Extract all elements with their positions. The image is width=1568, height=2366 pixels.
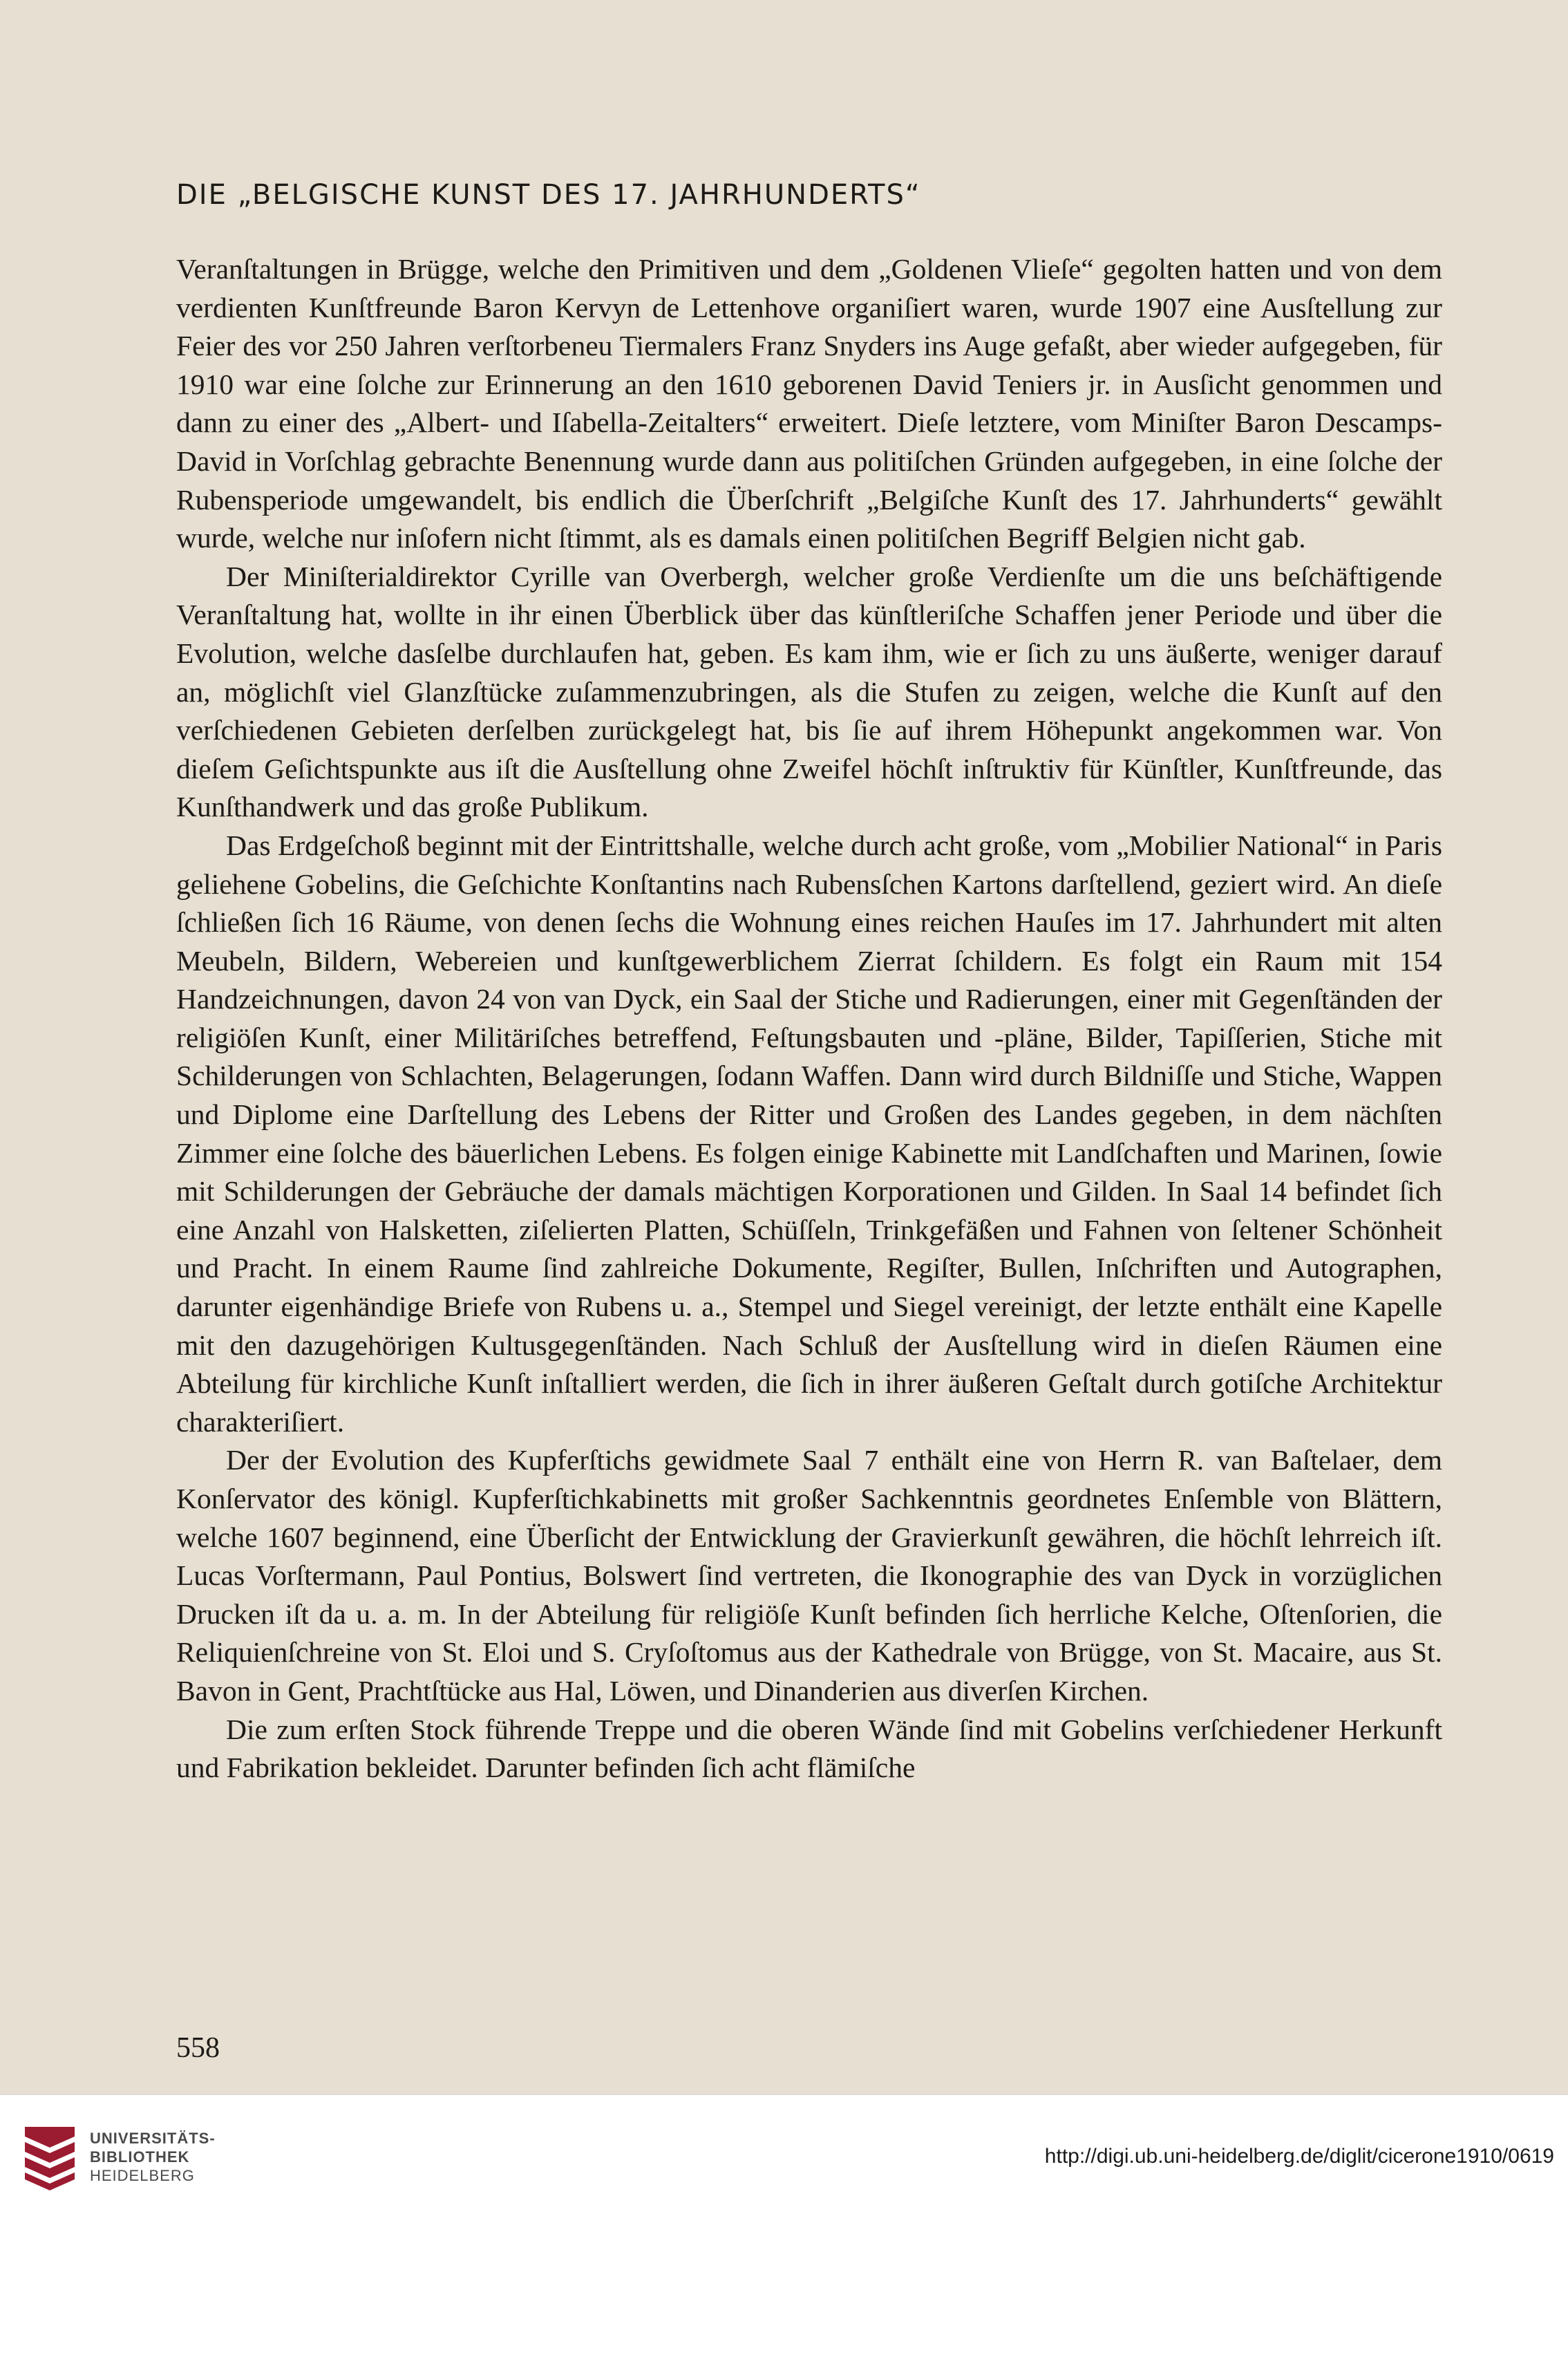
paragraph-3: Das Erdgeſchoß beginnt mit der Eintrittshalle, welche durch acht große, vom „Mobilier National“ in Paris geliehene Gobelins, die Geſchichte Konſtantins nach Rubensſchen Kartons darſtellend, geziert wird. An dieſe ſchließen ſich 16 Räume, von denen ſechs die Wohnung eines reichen Hauſes im 17. Jahrhundert mit alten Meubeln, Bildern, Webereien und kunſtgewerblichem Zierrat ſchildern. Es folgt ein Raum mit 154 Handzeichnungen, davon 24 von van Dyck, ein Saal der Stiche und Radierungen, einer mit Gegenſtänden der religiöſen Kunſt, einer Militäriſches betreffend, Feſtungsbauten und -pläne, Bilder, Tapiſſerien, Stiche mit Schilderungen von Schlachten, Belagerungen, ſodann Waffen. Dann wird durch Bildniſſe und Stiche, Wappen und Diplome eine Darſtellung des Lebens der Ritter und Großen des Landes gegeben, in dem nächſten Zimmer eine ſolche des bäuerlichen Lebens. Es folgen einige Kabinette mit Landſchaften und Marinen, ſowie mit Schilderungen der Gebräuche der damals mächtigen Korporationen und Gilden. In Saal 14 befindet ſich eine Anzahl von Halsketten, ziſelierten Platten, Schüſſeln, Trinkgefäßen und Fahnen von ſeltener Schönheit und Pracht. In einem Raume ſind zahlreiche Dokumente, Regiſter, Bullen, Inſchriften und Autographen, darunter eigenhändige Briefe von Rubens u. a., Stempel und Siegel vereinigt, der letzte enthält eine Kapelle mit den dazugehörigen Kultusgegenſtänden. Nach Schluß der Ausſtellung wird in dieſen Räumen eine Abteilung für kirchliche Kunſt inſtalliert werden, die ſich in ihrer äußeren Geſtalt durch gotiſche Architektur charakteriſiert. [176, 829, 1442, 1438]
library-name-line3: HEIDELBERG [90, 2167, 195, 2184]
article-body [176, 174, 1442, 1787]
footer-bar [0, 2094, 1568, 2366]
paragraph-1: Veranſtaltungen in Brügge, welche den Primitiven und dem „Goldenen Vlieſe“ gegolten hatten und von dem verdienten Kunſtfreunde Baron Kervyn de Lettenhove organiſiert waren, wurde 1907 eine Ausſtellung zur Feier des vor 250 Jahren verſtorbeneu Tiermalers Franz Snyders ins Auge gefaßt, aber wieder aufgegeben, für 1910 war eine ſolche zur Erinnerung an den 1610 geborenen David Teniers jr. in Ausſicht genommen und dann zu einer des „Albert- und Iſabella-Zeitalters“ erweitert. Dieſe letztere, vom Miniſter Baron Descamps-David in Vorſchlag gebrachte Benennung wurde dann aus politiſchen Gründen aufgegeben, in eine ſolche der Rubensperiode umgewandelt, bis endlich die Überſchrift „Belgiſche Kunſt des 17. Jahrhunderts“ gewählt wurde, welche nur inſofern nicht ſtimmt, als es damals einen politiſchen Begriff Belgien nicht gab. [176, 253, 1442, 554]
source-url-link[interactable]: http://digi.ub.uni-heidelberg.de/diglit/cicerone1910/0619 [1044, 2145, 1554, 2168]
page-number: 558 [176, 2032, 220, 2064]
paragraph-2: Der Miniſterialdirektor Cyrille van Overbergh, welcher große Verdienſte um die uns beſchäftigende Veranſtaltung hat, wollte in ihr einen Überblick über das künſtleriſche Schaffen jener Periode und über die Evolution, welche dasſelbe durchlaufen hat, geben. Es kam ihm, wie er ſich zu uns äußerte, weniger darauf an, möglichſt viel Glanzſtücke zuſammenzubringen, als die Stufen zu zeigen, welche die Kunſt auf den verſchiedenen Gebieten derſelben zurückgelegt hat, bis ſie auf ihrem Höhepunkt angekommen war. Von dieſem Geſichtspunkte aus iſt die Ausſtellung ohne Zweifel höchſt inſtruktiv für Künſtler, Kunſtfreunde, das Kunſthandwerk und das große Publikum. [176, 560, 1442, 823]
library-name [90, 2129, 216, 2185]
paragraph-5: Die zum erſten Stock führende Treppe und die oberen Wände ſind mit Gobelins verſchiedener Herkunft und Fabrikation bekleidet. Darunter befinden ſich acht flämiſche [176, 1713, 1442, 1784]
paragraph-4: Der der Evolution des Kupferſtichs gewidmete Saal 7 enthält eine von Herrn R. van Baſtelaer, dem Konſervator des königl. Kupferſtichkabinetts mit großer Sachkenntnis geordnetes Enſemble von Blättern, welche 1607 beginnend, eine Überſicht der Entwicklung der Gravierkunſt gewähren, die höchſt lehrreich iſt. Lucas Vorſtermann, Paul Pontius, Bolswert ſind vertreten, die Ikonographie des van Dyck in vorzüglichen Drucken iſt da u. a. m. In der Abteilung für religiöſe Kunſt befinden ſich herrliche Kelche, Oſtenſorien, die Reliquienſchreine von St. Eloi und S. Cryſoſtomus aus der Kathedrale von Brügge, von St. Macaire, aus St. Bavon in Gent, Prachtſtücke aus Hal, Löwen, und Dinanderien aus diverſen Kirchen. [176, 1444, 1442, 1707]
article-heading: DIE „BELGISCHE KUNST DES 17. JAHRHUNDERTS“ [176, 179, 921, 211]
university-library-logo-icon [19, 2124, 80, 2190]
library-name-line2: BIBLIOTHEK [90, 2148, 190, 2166]
library-name-line1: UNIVERSITÄTS- [90, 2130, 216, 2147]
